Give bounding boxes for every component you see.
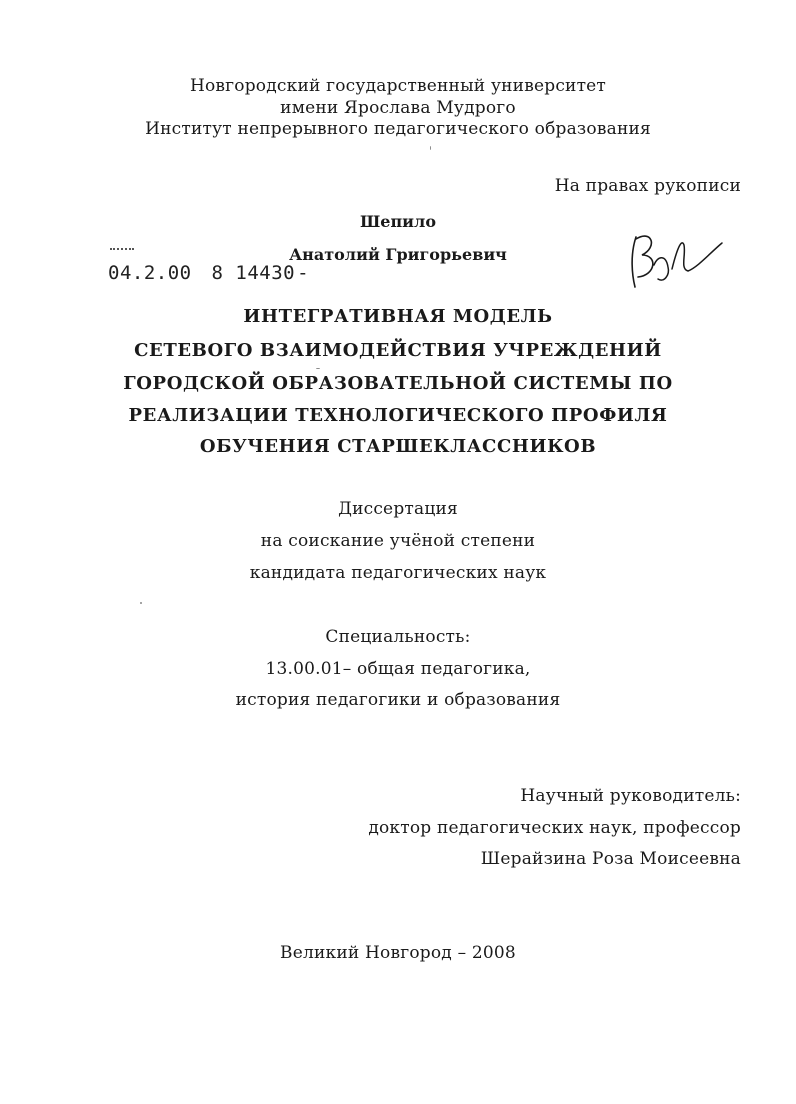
university-name: Новгородский государственный университет — [189, 76, 607, 96]
supervisor-name: Шерайзина Роза Моисеевна — [480, 849, 741, 869]
dissertation-type: Диссертация — [338, 499, 458, 519]
institute-name: Институт непрерывного педагогического образования — [145, 119, 651, 139]
dissertation-purpose: на соискание учёной степени — [260, 531, 536, 551]
dissertation-degree: кандидата педагогических наук — [249, 563, 547, 583]
stamp-code: 04.2.00 — [108, 262, 192, 284]
title-line-5: ОБУЧЕНИЯ СТАРШЕКЛАССНИКОВ — [199, 436, 597, 457]
stamp-number: 8 14430 — [211, 262, 296, 284]
title-line-4: РЕАЛИЗАЦИИ ТЕХНОЛОГИЧЕСКОГО ПРОФИЛЯ — [128, 405, 668, 426]
manuscript-note: На правах рукописи — [554, 176, 741, 196]
supervisor-title: доктор педагогических наук, профессор — [368, 818, 741, 838]
specialty-label: Специальность: — [325, 627, 471, 647]
stamp-mark — [110, 248, 134, 254]
scan-speck — [316, 368, 320, 369]
title-line-2: СЕТЕВОГО ВЗАИМОДЕЙСТВИЯ УЧРЕЖДЕНИЙ — [134, 340, 662, 361]
author-name: Анатолий Григорьевич — [289, 245, 507, 264]
scan-speck — [140, 602, 142, 604]
specialty-continuation: история педагогики и образования — [235, 690, 561, 710]
library-stamp: 04.2.00 8 14430 - — [108, 262, 310, 284]
title-line-1: ИНТЕГРАТИВНАЯ МОДЕЛЬ — [243, 306, 553, 327]
author-signature — [618, 225, 728, 295]
supervisor-label: Научный руководитель: — [520, 786, 741, 806]
title-line-3: ГОРОДСКОЙ ОБРАЗОВАТЕЛЬНОЙ СИСТЕМЫ ПО — [123, 373, 673, 394]
specialty-code: 13.00.01– общая педагогика, — [265, 659, 531, 679]
scan-speck — [430, 146, 431, 150]
author-surname: Шепило — [360, 212, 436, 231]
place-year: Великий Новгород – 2008 — [280, 943, 516, 963]
university-named-after: имени Ярослава Мудрого — [280, 98, 516, 118]
